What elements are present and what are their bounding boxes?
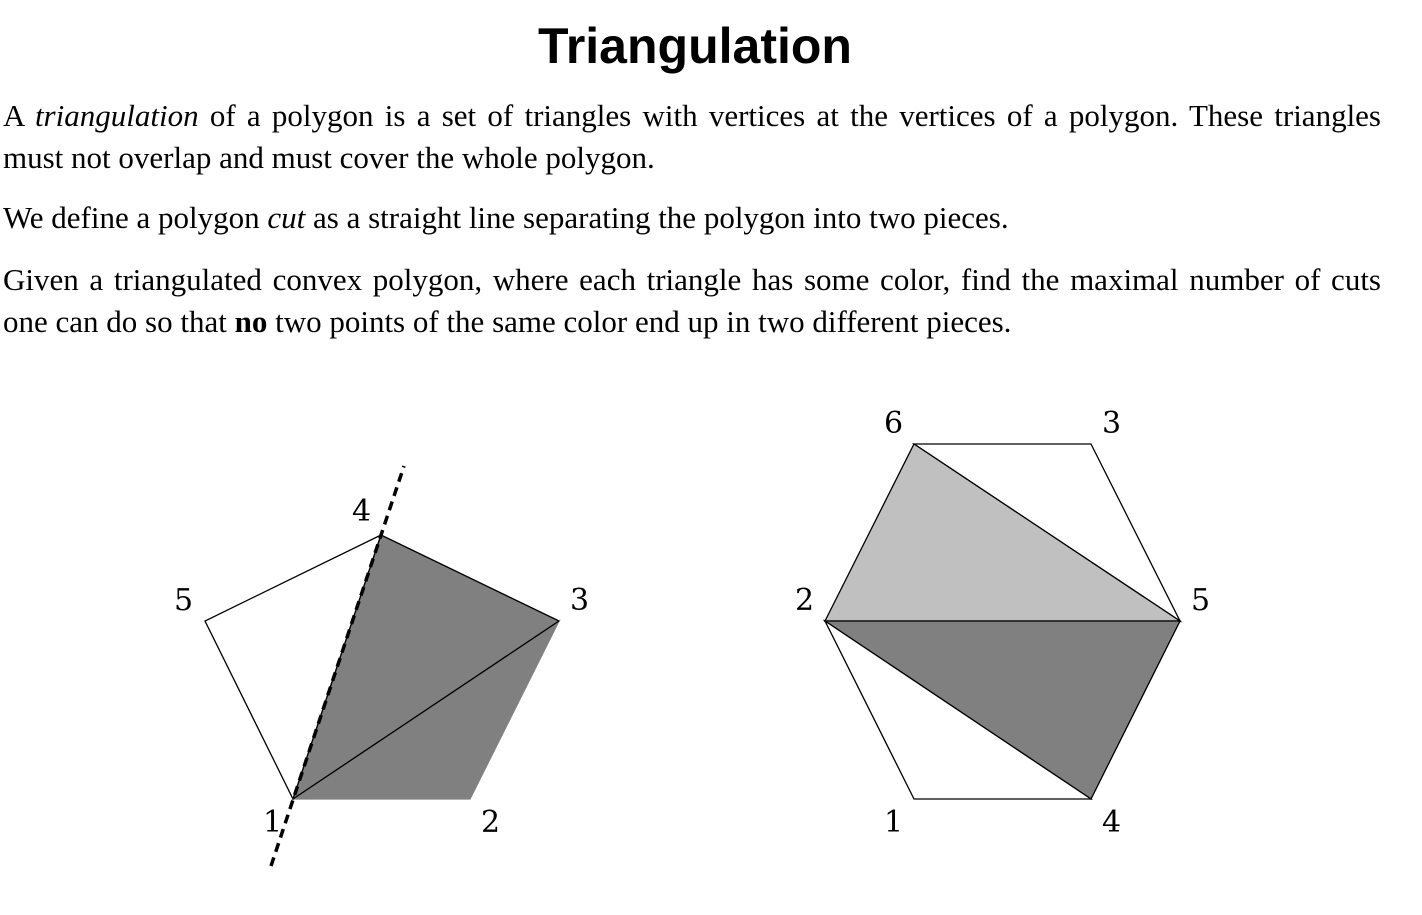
vertex-label-1: 1	[263, 805, 283, 840]
page-title: Triangulation	[538, 18, 852, 74]
vertex-label-1: 1	[884, 805, 904, 840]
term-triangulation: triangulation	[34, 98, 199, 133]
vertex-label-6: 6	[884, 406, 904, 441]
paragraph-text: as a straight line separating the polygon into two pieces.	[305, 200, 1009, 235]
term-cut: cut	[267, 200, 306, 235]
vertex-label-3: 3	[1102, 406, 1122, 441]
vertex-label-4: 4	[1102, 805, 1122, 840]
emphasis-no: no	[234, 304, 268, 339]
paragraph-text: Given a triangulated convex polygon, where each triangle has some color, find the maximal number of cuts one can do so that	[3, 262, 1381, 339]
paragraph-text: of a polygon is a set of triangles with vertices at the vertices of a polygon. These triangles must not overlap and must cover the whole polygon.	[3, 98, 1381, 175]
vertex-label-2: 2	[795, 583, 815, 618]
vertex-label-5: 5	[1191, 583, 1211, 618]
paragraph-text: two points of the same color end up in two different pieces.	[267, 304, 1012, 339]
paragraph-text: We define a polygon	[3, 200, 268, 235]
triangulation-figures	[0, 380, 1422, 900]
vertex-label-5: 5	[174, 583, 194, 618]
paragraph-text: A	[3, 98, 35, 133]
figure-right-hexagon	[795, 406, 1210, 840]
paragraph-definition-cut	[3, 197, 1381, 239]
paragraph-problem-statement	[3, 259, 1381, 343]
paragraph-definition-triangulation	[3, 95, 1381, 179]
vertex-label-4: 4	[352, 494, 372, 529]
vertex-label-2: 2	[481, 805, 501, 840]
figure-left-pentagon	[174, 466, 589, 866]
vertex-label-3: 3	[570, 583, 590, 618]
